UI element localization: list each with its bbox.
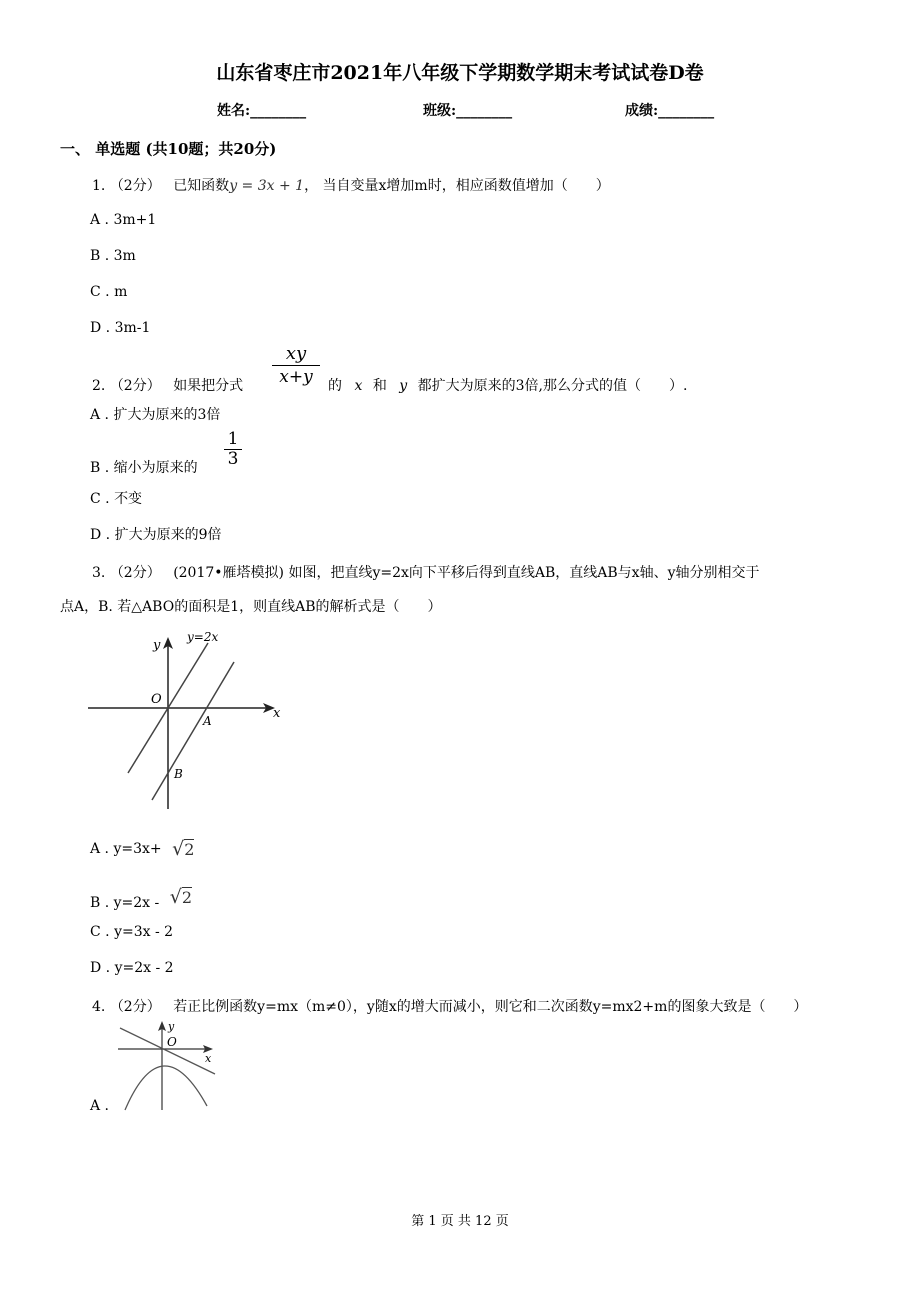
class-field: 班级:________ (423, 103, 513, 119)
graph-label-origin: O (167, 1035, 177, 1049)
graph-label-y: y (153, 638, 161, 653)
q2-option-b: B . 缩小为原来的 (90, 460, 198, 476)
sqrt-icon: √ (172, 838, 185, 860)
line-ab (152, 662, 234, 800)
score-field: 成绩:________ (625, 103, 715, 119)
q2-mid2: 和 (372, 378, 387, 394)
question-1 (92, 175, 610, 195)
q2-var-x: x (354, 378, 363, 394)
parabola (125, 1066, 207, 1110)
q3-option-c: C . y=3x - 2 (90, 924, 174, 940)
q2-option-b-fraction (224, 430, 242, 469)
q1-stem-post: ， 当自变量x增加m时，相应函数值增加（ ） (304, 178, 610, 194)
q2-stem-post: 都扩大为原来的3倍,那么分式的值（ ）. (417, 378, 688, 394)
q2-option-d: D . 扩大为原来的9倍 (90, 527, 222, 543)
q3-stem-2: 点A，B. 若△ABO的面积是1，则直线AB的解析式是（ ） (60, 599, 442, 615)
q3-option-d: D . y=2x - 2 (90, 960, 174, 976)
q2-option-a: A . 扩大为原来的3倍 (90, 407, 221, 423)
q4-option-a: A . (90, 1098, 110, 1114)
q2-number: 2. (92, 378, 106, 394)
q1-option-a: A . 3m+1 (90, 212, 157, 228)
graph-label-origin: O (151, 692, 162, 707)
name-field: 姓名:________ (217, 103, 307, 119)
graph-label-b: B (174, 767, 183, 781)
q2-option-b-numerator: 1 (227, 429, 239, 449)
q4-score: （2分） (109, 999, 161, 1015)
q3-option-a-sqrt (172, 838, 194, 860)
q2-fraction (270, 343, 322, 388)
q3-number: 3. (92, 565, 106, 581)
q1-number: 1. (92, 178, 106, 194)
q3-option-a (90, 838, 194, 860)
q3-option-a-radicand: 2 (184, 840, 195, 859)
q4-stem: 若正比例函数y=mx（m≠0），y随x的增大而减小，则它和二次函数y=mx2+m的图象大致是（ ） (173, 999, 808, 1015)
q3-option-b-text: B . y=2x - (90, 895, 160, 911)
q4-option-a-graph (115, 1018, 225, 1113)
q3-option-b (90, 886, 192, 911)
graph-label-a: A (203, 714, 212, 728)
q1-score: （2分） (109, 178, 161, 194)
q1-option-c: C . m (90, 284, 128, 300)
graph-label-y: y (168, 1020, 175, 1033)
q2-number-score (92, 375, 243, 395)
q1-formula: y = 3x + 1 (229, 178, 305, 194)
graph-label-x: x (273, 706, 281, 721)
graph-label-line: y=2x (187, 630, 219, 644)
page-title: 山东省枣庄市2021年八年级下学期数学期末考试试卷D卷 (216, 62, 704, 84)
q3-stem-1: (2017•雁塔模拟) 如图，把直线y=2x向下平移后得到直线AB，直线AB与x轴、y轴分别相交于 (173, 565, 760, 581)
q2-var-y: y (399, 378, 408, 394)
q4-line (92, 996, 807, 1016)
q3-option-b-radicand: 2 (181, 888, 193, 907)
graph-label-x: x (205, 1052, 212, 1065)
q2-fraction-denominator: x+y (279, 367, 313, 387)
q1-option-d: D . 3m-1 (90, 320, 151, 336)
q3-option-b-sqrt (170, 886, 192, 908)
section-heading: 一、 单选题 (共10题；共20分) (60, 140, 277, 158)
q3-graph (85, 625, 285, 815)
q3-score: （2分） (109, 565, 161, 581)
q3-line1 (92, 562, 760, 582)
page-footer: 第 1 页 共 12 页 (411, 1214, 509, 1229)
q4-number: 4. (92, 999, 106, 1015)
q2-option-b-denominator: 3 (227, 449, 239, 469)
q2-fraction-numerator: xy (285, 343, 307, 364)
q2-stem-pre: 如果把分式 (173, 378, 244, 394)
q2-mid1: 的 (328, 378, 342, 394)
sqrt-icon: √ (169, 886, 182, 908)
q1-option-b: B . 3m (90, 248, 136, 264)
q3-option-a-text: A . y=3x+ (90, 841, 162, 857)
q1-stem-pre: 已知函数 (173, 178, 230, 194)
q2-option-c: C . 不变 (90, 491, 143, 507)
q2-score: （2分） (109, 378, 161, 394)
q2-stem-rest (328, 375, 687, 395)
